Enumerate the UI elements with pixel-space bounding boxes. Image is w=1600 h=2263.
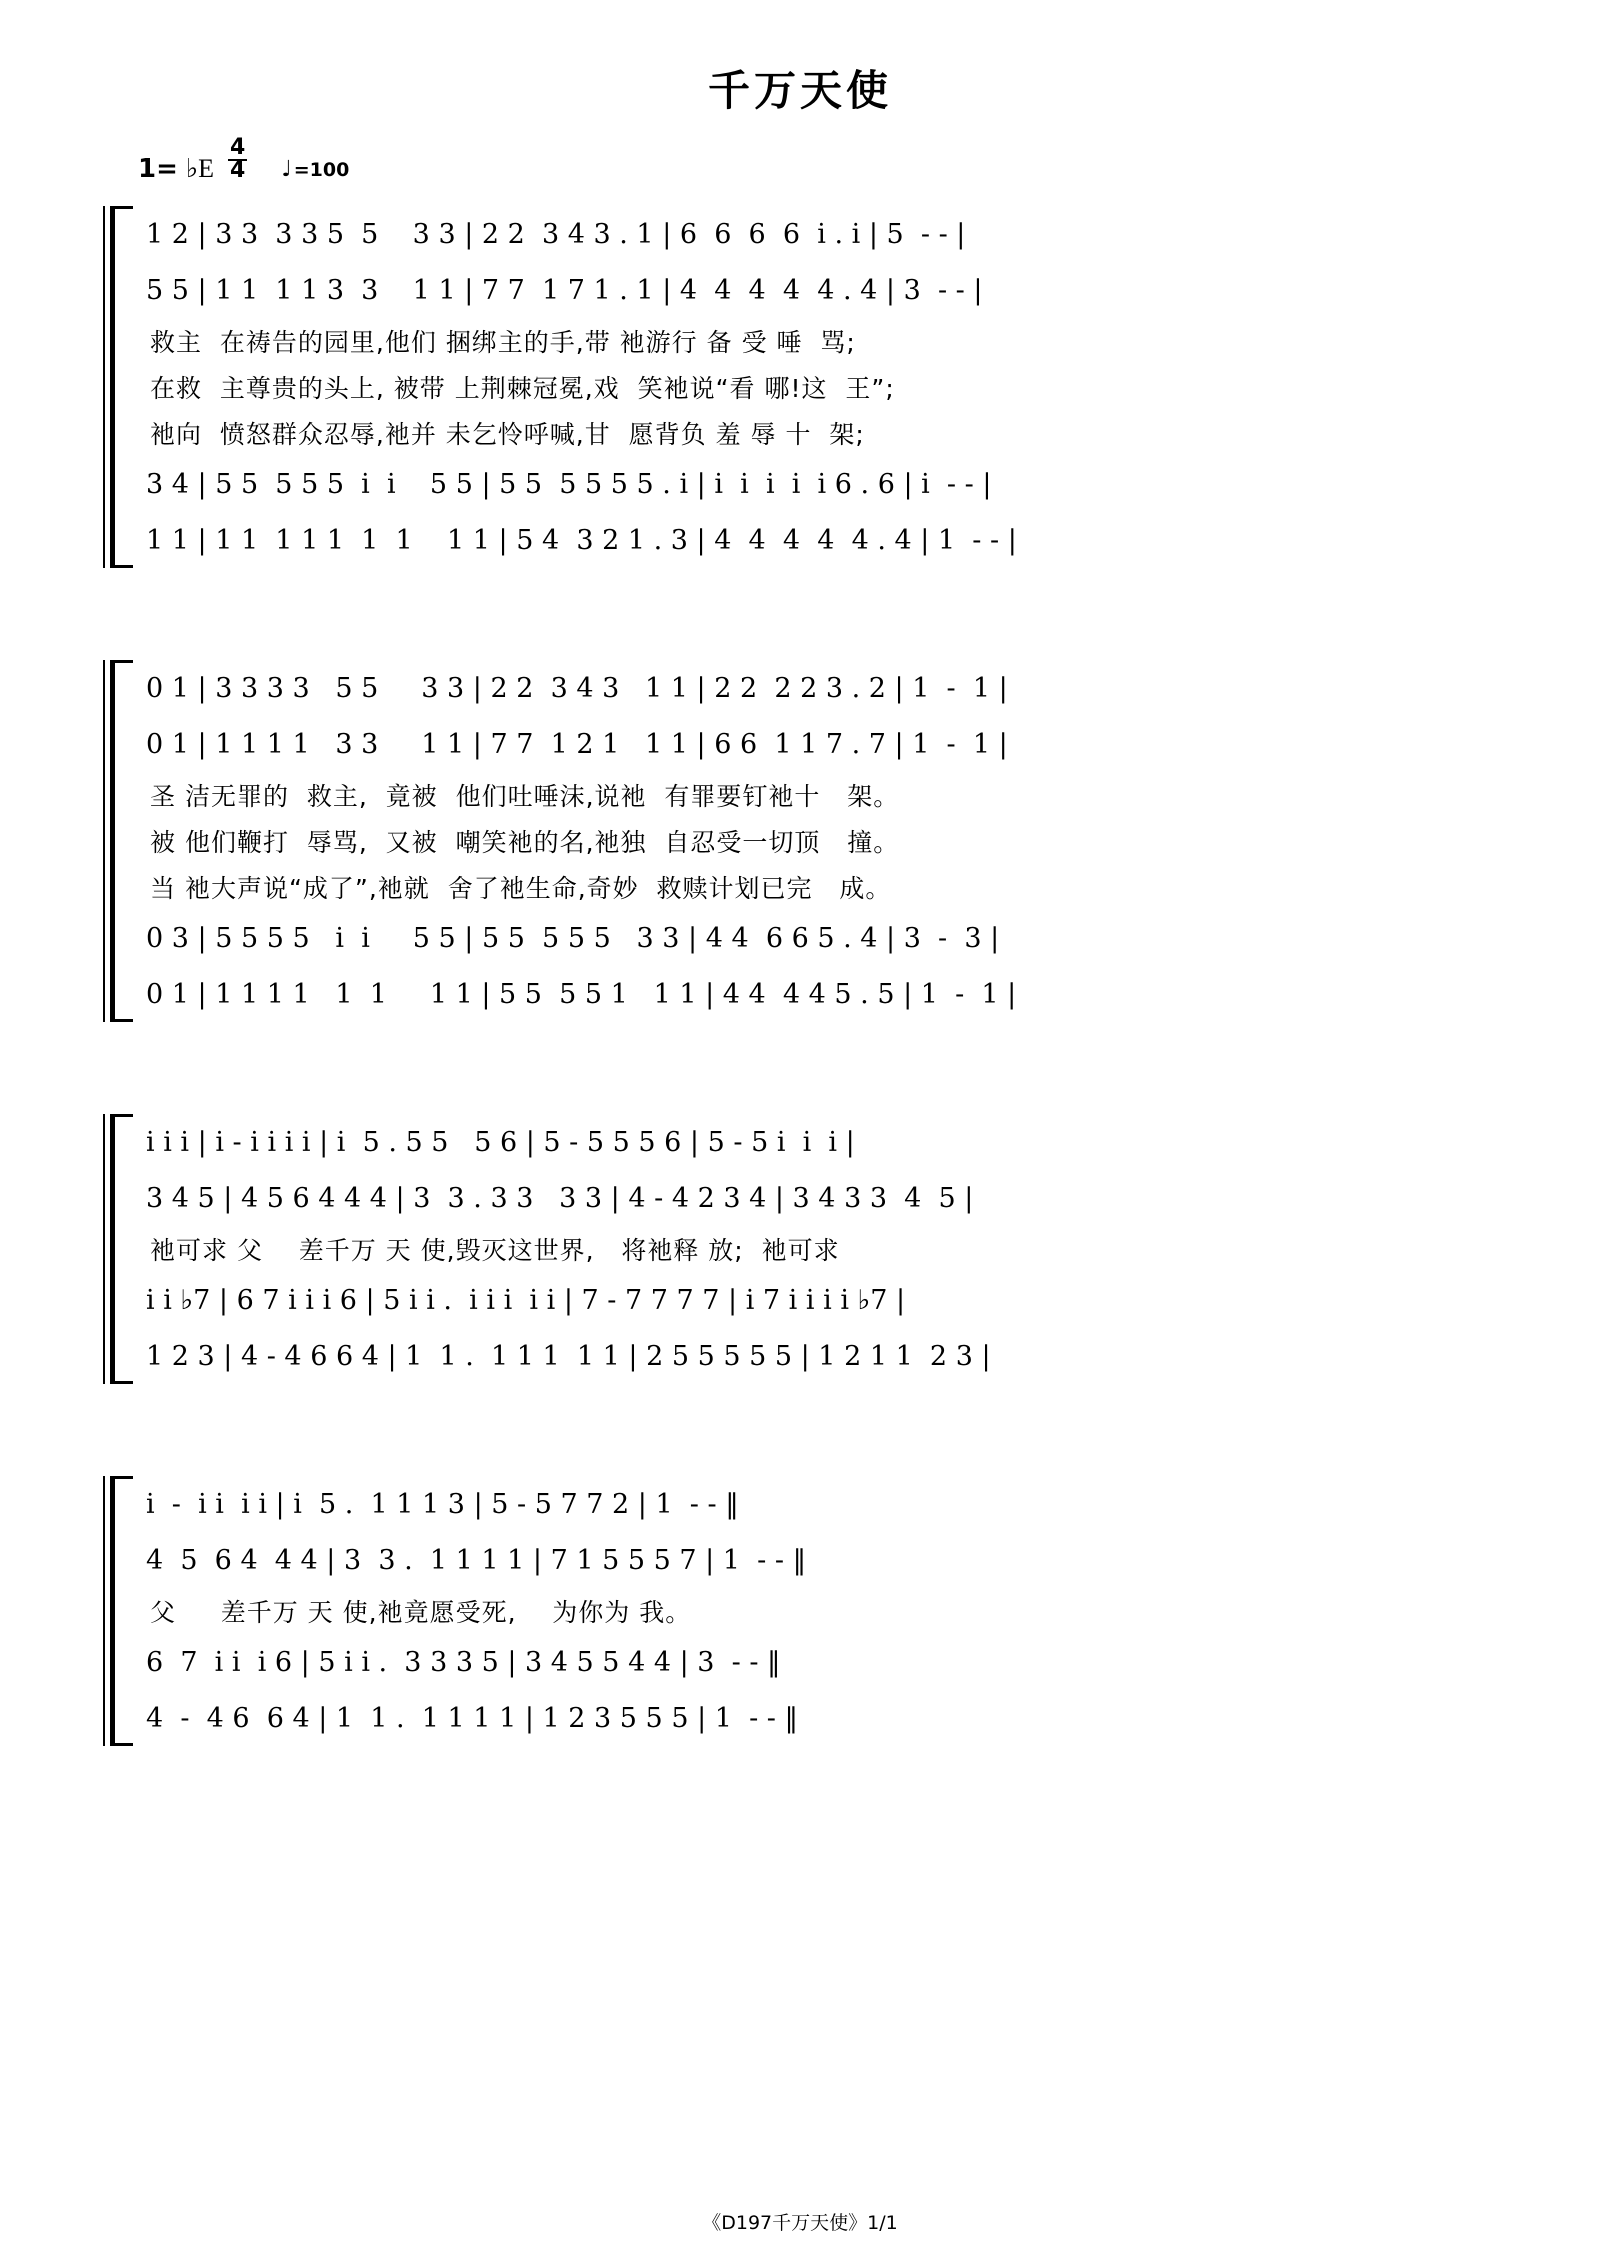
staff-bass xyxy=(132,966,1510,1022)
time-signature-denominator: 4 xyxy=(230,158,246,184)
lyric-verse-1 xyxy=(132,1588,1510,1634)
staff-tenor xyxy=(132,1634,1510,1690)
note-row: 0 3 | 5 5 5 5 i i 5 5 | 5 5 5 5 5 3 3 | 4 4 6 6 5 . 4 | 3 - 3 | xyxy=(146,922,1000,954)
staff-tenor xyxy=(132,1272,1510,1328)
staff-bass xyxy=(132,1690,1510,1746)
staff-soprano xyxy=(132,660,1510,716)
note-row: i i i | i - i i i i | i 5 . 5 5 5 6 | 5 - 5 5 5 6 | 5 - 5 i i i | xyxy=(146,1126,855,1158)
key-label: 1= xyxy=(138,154,178,184)
system-1 xyxy=(110,206,1510,568)
staff-alto xyxy=(132,262,1510,318)
lyric-verse-1 xyxy=(132,1226,1510,1272)
staff-tenor xyxy=(132,910,1510,966)
note-row: 0 1 | 3 3 3 3 5 5 3 3 | 2 2 3 4 3 1 1 | 2 2 2 2 3 . 2 | 1 - 1 | xyxy=(146,672,1008,704)
staff-tenor xyxy=(132,456,1510,512)
note-row: 1 1 | 1 1 1 1 1 1 1 1 1 | 5 4 3 2 1 . 3 | 4 4 4 4 4 . 4 | 1 - - | xyxy=(146,524,1017,556)
system-3 xyxy=(110,1114,1510,1384)
lyric-text: 衪可求 父 差千万 天 使,毁灭这世界, 将衪释 放; 衪可求 xyxy=(150,1236,840,1265)
note-row: 1 2 | 3 3 3 3 5 5 3 3 | 2 2 3 4 3 . 1 | 6 6 6 6 i . i | 5 - - | xyxy=(146,218,966,250)
staff-alto xyxy=(132,1170,1510,1226)
tempo-marking xyxy=(281,157,349,182)
quarter-note-icon: ♩ xyxy=(281,157,292,182)
system-brace xyxy=(110,206,133,568)
lyric-text: 衪向 愤怒群众忍辱,衪并 未乞怜呼喊,甘 愿背负 羞 辱 十 架; xyxy=(150,420,865,449)
system-brace xyxy=(110,1114,133,1384)
note-row: 1 2 3 | 4 - 4 6 6 4 | 1 1 . 1 1 1 1 1 | 2 5 5 5 5 5 | 1 2 1 1 2 3 | xyxy=(146,1340,991,1372)
time-signature-numerator: 4 xyxy=(230,135,246,161)
score-header xyxy=(138,135,1600,184)
note-row: i - i i i i | i 5 . 1 1 1 3 | 5 - 5 7 7 2 | 1 - - ‖ xyxy=(146,1488,739,1520)
staff-soprano xyxy=(132,1114,1510,1170)
staff-bass xyxy=(132,1328,1510,1384)
staff-bass xyxy=(132,512,1510,568)
note-row: 0 1 | 1 1 1 1 1 1 1 1 | 5 5 5 5 1 1 1 | 4 4 4 4 5 . 5 | 1 - 1 | xyxy=(146,978,1017,1010)
lyric-verse-2 xyxy=(132,818,1510,864)
lyric-text: 当 衪大声说“成了”,衪就 舍了衪生命,奇妙 救赎计划已完 成。 xyxy=(150,874,892,903)
page-title: 千万天使 xyxy=(707,66,892,115)
note-row: 6 7 i i i 6 | 5 i i . 3 3 3 5 | 3 4 5 5 4 4 | 3 - - ‖ xyxy=(146,1646,781,1678)
lyric-text: 被 他们鞭打 辱骂, 又被 嘲笑衪的名,衪独 自忍受一切顶 撞。 xyxy=(150,828,900,857)
staff-alto xyxy=(132,716,1510,772)
staff-soprano xyxy=(132,1476,1510,1532)
note-row: 5 5 | 1 1 1 1 3 3 1 1 | 7 7 1 7 1 . 1 | 4 4 4 4 4 . 4 | 3 - - | xyxy=(146,274,983,306)
lyric-verse-1 xyxy=(132,772,1510,818)
staff-soprano xyxy=(132,206,1510,262)
note-row: i i ♭7 | 6 7 i i i 6 | 5 i i . i i i i i | 7 - 7 7 7 7 | i 7 i i i i ♭7 | xyxy=(146,1284,906,1316)
lyric-verse-3 xyxy=(132,410,1510,456)
system-brace xyxy=(110,660,133,1022)
time-signature xyxy=(228,135,247,184)
note-row: 3 4 5 | 4 5 6 4 4 4 | 3 3 . 3 3 3 3 | 4 - 4 2 3 4 | 3 4 3 3 4 5 | xyxy=(146,1182,974,1214)
lyric-text: 在救 主尊贵的头上, 被带 上荆棘冠冕,戏 笑衪说“看 哪!这 王”; xyxy=(150,374,895,403)
lyric-verse-3 xyxy=(132,864,1510,910)
tempo-value: =100 xyxy=(293,158,350,181)
system-4 xyxy=(110,1476,1510,1746)
system-2 xyxy=(110,660,1510,1022)
lyric-text: 圣 洁无罪的 救主, 竟被 他们吐唾沫,说衪 有罪要钉衪十 架。 xyxy=(150,782,900,811)
system-brace xyxy=(110,1476,133,1746)
note-row: 4 - 4 6 6 4 | 1 1 . 1 1 1 1 | 1 2 3 5 5 5 | 1 - - ‖ xyxy=(146,1702,799,1734)
lyric-text: 父 差千万 天 使,衪竟愿受死, 为你为 我。 xyxy=(150,1598,692,1627)
note-row: 0 1 | 1 1 1 1 3 3 1 1 | 7 7 1 2 1 1 1 | 6 6 1 1 7 . 7 | 1 - 1 | xyxy=(146,728,1008,760)
note-row: 3 4 | 5 5 5 5 5 i i 5 5 | 5 5 5 5 5 5 . i | i i i i i 6 . 6 | i - - | xyxy=(146,468,992,500)
lyric-text: 救主 在祷告的园里,他们 捆绑主的手,带 衪游行 备 受 唾 骂; xyxy=(150,328,856,357)
page-footer: 《D197千万天使》1/1 xyxy=(702,2212,898,2234)
lyric-verse-2 xyxy=(132,364,1510,410)
key-value: ♭E xyxy=(185,154,215,183)
lyric-verse-1 xyxy=(132,318,1510,364)
note-row: 4 5 6 4 4 4 | 3 3 . 1 1 1 1 | 7 1 5 5 5 7 | 1 - - ‖ xyxy=(146,1544,807,1576)
staff-alto xyxy=(132,1532,1510,1588)
